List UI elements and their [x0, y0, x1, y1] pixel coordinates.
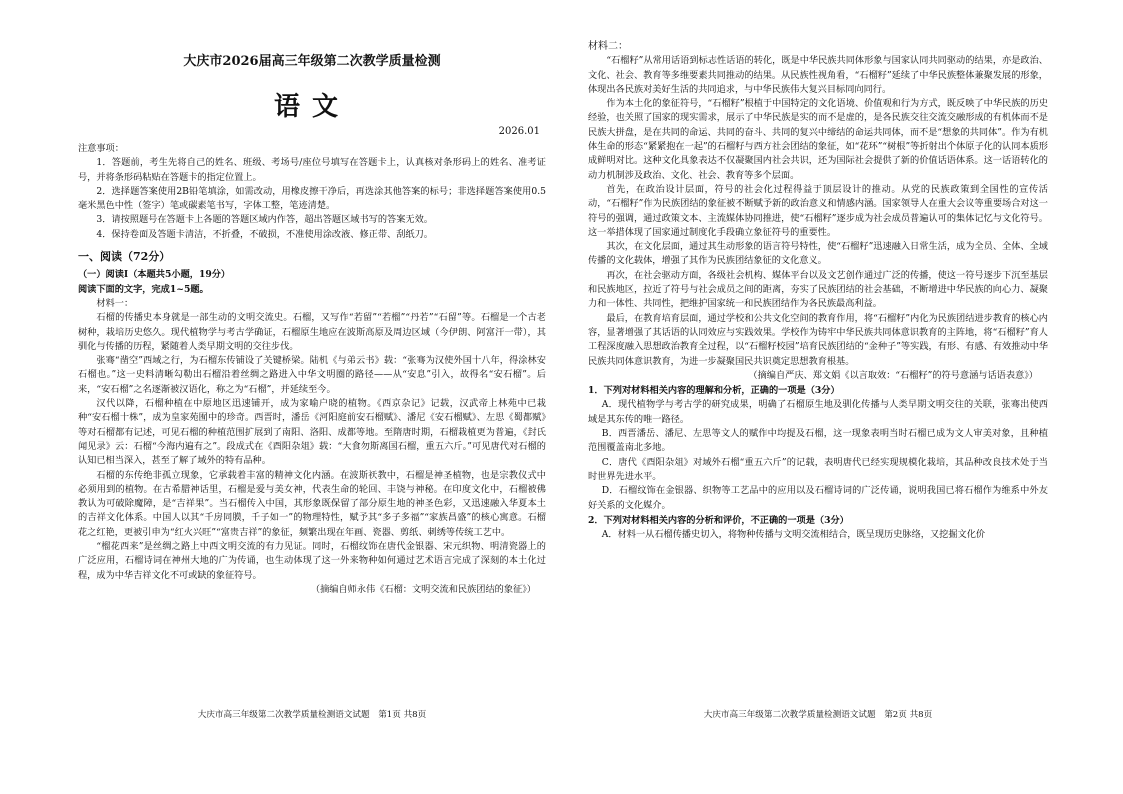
- material-paragraph: 石榴的东传绝非孤立现象，它承载着丰富的精神文化内涵。在波斯祆教中，石榴是神圣植物，也是宗教仪式中必须用到的植物。在古希腊神话里，石榴是爱与美女神，代表生命的轮回、丰饶与神秘。在印度文化中，石榴被佛教认为可破除魔障，是“吉祥果”。当石榴传入中国，其形象既保留了部分原生地的神圣色彩，又迅速融入华夏本土的吉祥文化体系。中国人以其“千房同膜，千子如一”的物理特性，赋予其“多子多福”“家族昌盛”的核心寓意。石榴花之红艳，更被引申为“红火兴旺”“富贵吉祥”的象征，频繁出现在年画、瓷器、剪纸、刺绣等传统工艺中。: [78, 469, 546, 538]
- notes-title: 注意事项：: [78, 143, 124, 154]
- section-heading: 一、阅读（72分）: [78, 250, 171, 264]
- note-item: 3．请按照题号在答题卡上各题的答题区域内作答，超出答题区域书写的答案无效。: [96, 214, 433, 226]
- question-option: A．现代植物学与考古学的研究成果，明确了石榴原生地及驯化传播与人类早期文明交往的关联，张骞出使西域是其东传的唯一路径。: [588, 399, 1048, 425]
- material-paragraph: 首先，在政治设计层面，符号的社会化过程得益于顶层设计的推动。从党的民族政策到全国性的宣传活动，“石榴籽”作为民族团结的象征被不断赋予新的政治意义和情感内涵。国家领导人在重大会议等重要场合对这一符号的强调，通过政策文本、主流媒体协同推进，使“石榴籽”逐步成为社会成员普遍认可的集体记忆与文化符号。这一举措体现了国家通过制度化手段确立象征符号的重要性。: [588, 183, 1048, 238]
- page-two: [588, 0, 1048, 794]
- material-label: 材料二：: [588, 41, 628, 52]
- question-2: 2．下列对材料相关内容的分析和评价，不正确的一项是（3分）: [588, 514, 849, 526]
- material-paragraph: 张骞“凿空”西域之行，为石榴东传铺设了关键桥梁。陆机《与弟云书》载：“张骞为汉使外国十八年，得涂林安石榴也。”这一史料清晰勾勒出石榴沿着丝绸之路进入中华文明圈的路径——从“安息”引入，故得名“安石榴”。后来，“安石榴”之名逐渐被汉语化，称之为“石榴”，并延续至今。: [78, 355, 546, 395]
- material-paragraph: 其次，在文化层面，通过其生动形象的语言符号特性，使“石榴籽”迅速融入日常生活，成为全员、全体、全域传播的文化载体，增强了其作为民族团结象征的文化意义。: [588, 241, 1048, 267]
- question-option: D．石榴纹饰在金银器、织物等工艺品中的应用以及石榴诗词的广泛传诵，说明我国已将石榴作为维系中外友好关系的文化媒介。: [588, 485, 1048, 511]
- question-option: A．材料一从石榴传播史切入，将物种传播与文明交流相结合，既呈现历史脉络，又挖掘文化价: [601, 529, 986, 541]
- material-paragraph: 石榴的传播史本身就是一部生动的文明交流史。石榴，又写作“若留”“若榴”“丹若”“石留”等。石榴是一个古老树种，栽培历史悠久。现代植物学与考古学确证，石榴原生地应在波斯高原及周边区域（今伊朗、阿富汗一带），其驯化与传播的历程，紧随着人类早期文明的交往步伐。: [78, 312, 546, 352]
- page-one-content: [78, 142, 546, 597]
- subsection-heading: （一）阅读Ⅰ（本题共5小题，19分）: [78, 269, 231, 281]
- material-paragraph: “榴花西来”是丝绸之路上中西文明交流的有力见证。同时，石榴纹饰在唐代金银器、宋元织物、明清瓷器上的广泛应用，石榴诗词在神州大地的广为传诵，也生动体现了这一外来物种如何通过艺术语言完成了深刻的本土化过程，成为中华吉祥文化不可或缺的象征符号。: [78, 541, 546, 581]
- material-paragraph: “石榴籽”从常用话语到标志性话语的转化，既是中华民族共同体形象与国家认同共同驱动的结果，亦是政治、文化、社会、教育等多维要素共同推动的结果。从民族性视角看，“石榴籽”延续了中华民族整体兼聚发展的形象，体现出各民族对美好生活的共同追求，与中华民族伟大复兴目标同向同行。: [588, 55, 1048, 95]
- subject-title: 语文: [273, 92, 350, 122]
- exam-date: 2026.01: [498, 126, 540, 137]
- material-paragraph: 最后，在教育培育层面，通过学校和公共文化空间的教育作用，将“石榴籽”内化为民族团结进步教育的核心内容，显著增强了其话语的认同效应与实践效果。学校作为铸牢中华民族共同体意识教育的主阵地，将“石榴籽”育人工程深度融入思想政治教育全过程，以“石榴籽校园”培育民族团结的“金种子”等实践，有形、有感、有效推动中华民族共同体意识教育，为进一步凝聚国民共识奠定思想教育根基。: [588, 312, 1048, 367]
- note-item: 4．保持卷面及答题卡清洁，不折叠，不破损，不准使用涂改液、修正带、刮纸刀。: [96, 228, 433, 240]
- question-option: C．唐代《酉阳杂俎》对域外石榴“重五六斤”的记载，表明唐代已经实现规模化栽培，其品种改良技术处于当时世界先进水平。: [588, 456, 1048, 482]
- exam-title: 大庆市2026届高三年级第二次教学质量检测: [183, 54, 441, 69]
- material-source: （摘编自师永伟《石榴：文明交流和民族团结的象征》）: [310, 583, 536, 595]
- question-1: 1．下列对材料相关内容的理解和分析，正确的一项是（3分）: [588, 385, 840, 397]
- note-item: 1．答题前，考生先将自己的姓名、班级、考场号/座位号填写在答题卡上，认真核对条形码上的姓名、准考证号，并将条形码粘贴在答题卡的指定位置上。: [78, 157, 546, 183]
- page-footer: 大庆市高三年级第二次教学质量检测语文试题 第2页 共8页: [703, 710, 933, 720]
- page-two-content: [588, 40, 1048, 542]
- material-paragraph: 汉代以降，石榴种植在中原地区迅速铺开，成为家喻户晓的植物。《西京杂记》记载，汉武帝上林苑中已栽种“安石榴十株”，成为皇家苑囿中的珍奇。西晋时，潘岳《河阳庭前安石榴赋》、潘尼《安石榴赋》、左思《蜀都赋》等对石榴都有记述，可见石榴的种植范围扩展到了南阳、洛阳、成都等地。至隋唐时期，石榴栽植更为普遍，《封氏闻见录》云：石榴“今海内遍有之”。段成式在《酉阳杂俎》载：“大食勿斯离国石榴，重五六斤。”可见唐代对石榴的认知已相当深入，甚至了解了域外的特有品种。: [78, 398, 546, 467]
- page-one: [78, 0, 546, 794]
- material-label: 材料一：: [96, 297, 134, 309]
- page-footer: 大庆市高三年级第二次教学质量检测语文试题 第1页 共8页: [197, 710, 427, 720]
- material-paragraph: 再次，在社会驱动方面，各级社会机构、媒体平台以及文艺创作通过广泛的传播，使这一符号逐步下沉至基层和民族地区，拉近了符号与社会成员之间的距离，夯实了民族团结的社会基础，不断增进中华民族的向心力、凝聚力和一体性、共同性，把维护国家统一和民族团结作为各民族最高利益。: [588, 269, 1048, 310]
- reading-instruction: 阅读下面的文字，完成1~5题。: [78, 283, 209, 295]
- question-option: B．西晋潘岳、潘尼、左思等文人的赋作中均提及石榴，这一现象表明当时石榴已成为文人审美对象，且种植范围覆盖南北多地。: [588, 428, 1048, 454]
- material-source: （摘编自严庆、郑文娟《以言取效：“石榴籽”的符号意涵与话语表意》）: [748, 369, 1038, 381]
- note-item: 2．选择题答案使用2B铅笔填涂，如需改动，用橡皮擦干净后，再选涂其他答案的标号；非选择题答案使用0.5毫米黑色中性（签字）笔或碳素笔书写，字体工整，笔迹清楚。: [78, 185, 546, 212]
- material-paragraph: 作为本土化的象征符号，“石榴籽”根植于中国特定的文化语境、价值观和行为方式，既反映了中华民族的历史经验，也关照了国家的现实需求，展示了中华民族是实的而不是虚的，是各民族交往交流交融形成的有机体而不是民族大拼盘，是在共同的命运、共同的奋斗、共同的复兴中缔结的命运共同体，而不是“想象的共同体”。作为有机体生命的形态“紧紧抱在一起”的石榴籽与西方社会团结的象征，如“花环”“树根”等折射出个体原子化的认同本质形成鲜明对比。这种文化具象表达不仅凝聚国内社会共识，还为国际社会提供了新的价值话语体系。这一话语转化的动力机制涉及政治、文化、社会、教育等多个层面。: [588, 98, 1048, 181]
